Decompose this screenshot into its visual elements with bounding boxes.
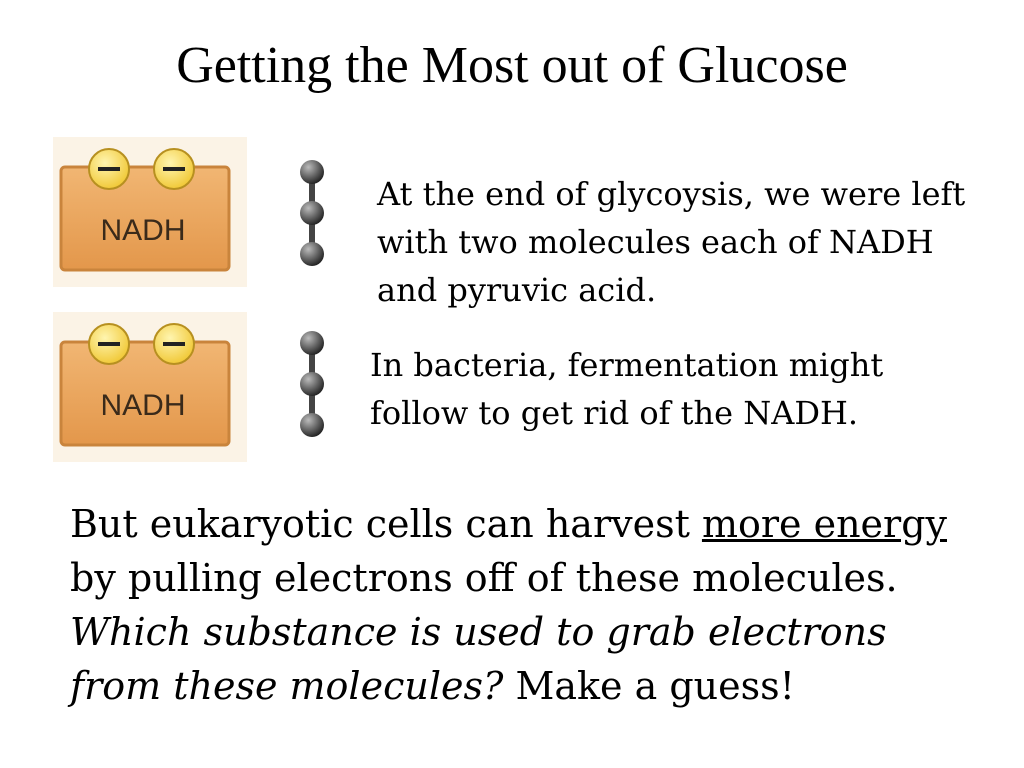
pyruvate-molecule-icon <box>292 329 332 439</box>
question-line: Which substance is used to grab electrons <box>70 610 887 654</box>
text-line: In bacteria, fermentation might <box>370 346 884 384</box>
text-line <box>70 497 947 551</box>
nadh-label: NADH <box>100 214 186 247</box>
underlined-phrase: more energy <box>701 502 947 546</box>
fermentation-text <box>370 341 883 437</box>
text-line <box>70 659 947 713</box>
pyruvate-molecule-icon <box>292 158 332 268</box>
nadh-label: NADH <box>100 389 186 422</box>
text-segment: But eukaryotic cells can harvest <box>70 502 702 546</box>
nadh-icon <box>53 312 247 462</box>
main-question-text <box>70 497 947 713</box>
text-line: follow to get rid of the NADH. <box>370 394 859 432</box>
slide-title: Getting the Most out of Glucose <box>176 37 848 94</box>
text-line: and pyruvic acid. <box>377 271 657 309</box>
text-line: by pulling electrons off of these molecules. <box>70 556 898 600</box>
question-segment: from these molecules? <box>70 664 504 708</box>
nadh-icon <box>53 137 247 287</box>
text-line: At the end of glycoysis, we were left <box>377 175 966 213</box>
text-segment: Make a guess! <box>503 664 795 708</box>
glycolysis-result-text <box>377 170 965 314</box>
text-line: with two molecules each of NADH <box>377 223 934 261</box>
